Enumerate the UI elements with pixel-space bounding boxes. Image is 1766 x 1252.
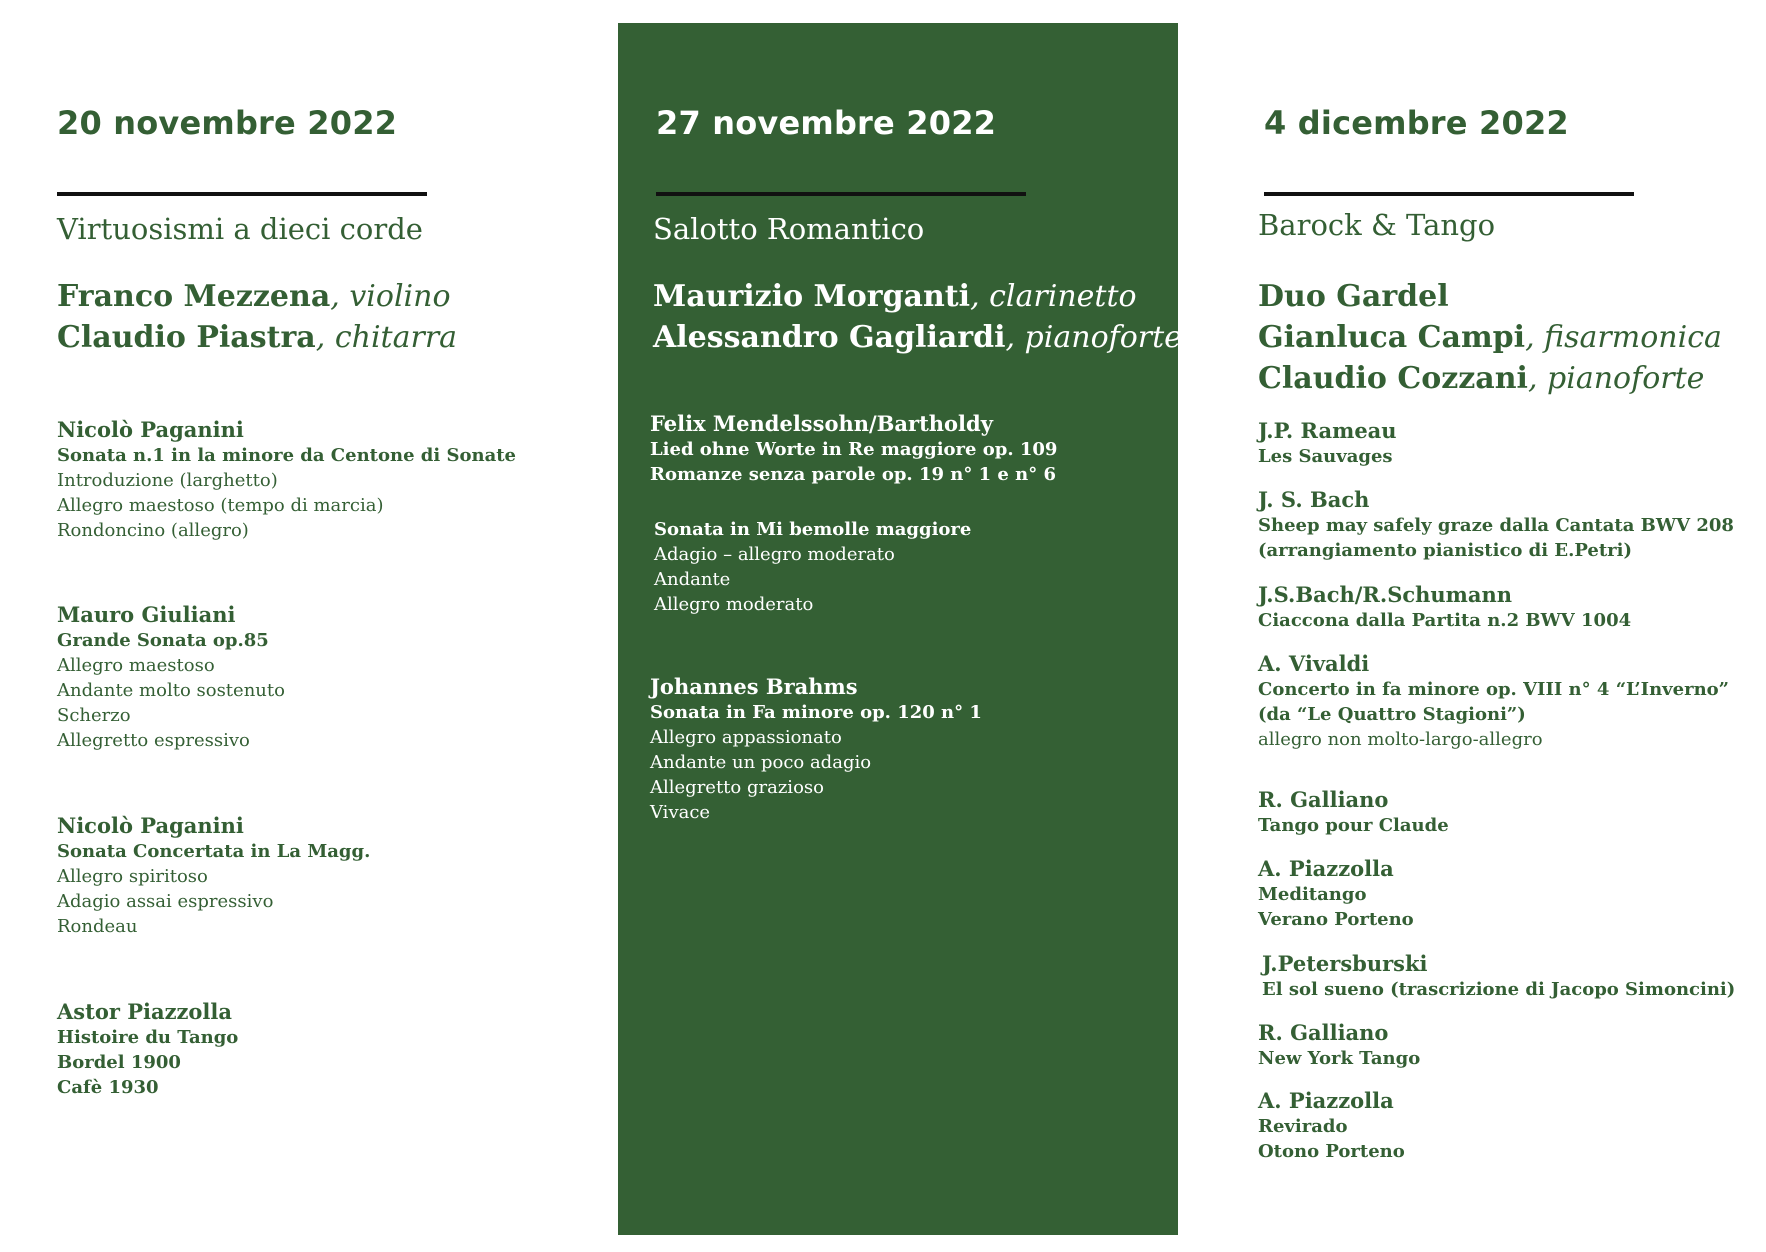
movement: Vivace bbox=[650, 802, 711, 823]
performer bbox=[653, 317, 1182, 358]
performer-instrument: , fisarmonica bbox=[1525, 320, 1722, 355]
piece-title: Concerto in fa minore op. VIII n° 4 “L’Inverno” bbox=[1258, 679, 1730, 700]
movement: Allegro maestoso (tempo di marcia) bbox=[57, 495, 384, 516]
piece-title: Grande Sonata op.85 bbox=[57, 630, 269, 651]
concert-title: Salotto Romantico bbox=[653, 212, 925, 246]
performer-instrument: , violino bbox=[330, 279, 451, 314]
divider-rule bbox=[1264, 192, 1634, 196]
composer-name: A. Piazzolla bbox=[1258, 1088, 1394, 1113]
piece-title: Otono Porteno bbox=[1258, 1141, 1405, 1162]
concert-column-2 bbox=[618, 23, 1182, 1235]
composer-name: R. Galliano bbox=[1258, 1020, 1389, 1045]
movement: Rondoncino (allegro) bbox=[57, 520, 249, 541]
program-piece bbox=[1258, 417, 1397, 469]
piece-title: Bordel 1900 bbox=[57, 1052, 181, 1073]
composer-name: J.S.Bach/R.Schumann bbox=[1258, 582, 1513, 607]
performer-name: Maurizio Morganti bbox=[653, 279, 971, 314]
program-piece bbox=[57, 998, 238, 1100]
performer-instrument: , clarinetto bbox=[970, 279, 1137, 314]
piece-title: Revirado bbox=[1258, 1116, 1348, 1137]
program-piece bbox=[1258, 855, 1414, 932]
composer-name: Nicolò Paganini bbox=[57, 813, 244, 838]
divider-rule bbox=[656, 192, 1026, 196]
piece-title: Sonata Concertata in La Magg. bbox=[57, 841, 371, 862]
composer-name: Astor Piazzolla bbox=[57, 999, 232, 1024]
performer-list bbox=[1258, 276, 1722, 399]
piece-title: New York Tango bbox=[1258, 1048, 1421, 1069]
performer-name: Alessandro Gagliardi bbox=[653, 320, 1006, 355]
piece-title: Romanze senza parole op. 19 n° 1 e n° 6 bbox=[650, 464, 1057, 485]
piece-title: Sonata n.1 in la minore da Centone di Sonate bbox=[57, 445, 516, 466]
program-piece bbox=[1258, 786, 1449, 838]
piece-title: (arrangiamento pianistico di E.Petri) bbox=[1258, 540, 1633, 561]
performer-name: Claudio Cozzani bbox=[1258, 361, 1528, 396]
program-piece bbox=[1258, 1019, 1420, 1071]
performer-list bbox=[57, 276, 457, 358]
piece-title: Sonata in Fa minore op. 120 n° 1 bbox=[650, 702, 982, 723]
piece-title: Sheep may safely graze dalla Cantata BWV 208 bbox=[1258, 515, 1734, 536]
movement: Allegretto espressivo bbox=[57, 730, 250, 751]
composer-name: A. Vivaldi bbox=[1258, 651, 1370, 676]
performer-instrument: , pianoforte bbox=[1005, 320, 1182, 355]
movement: Andante un poco adagio bbox=[650, 752, 872, 773]
movement: allegro non molto-largo-allegro bbox=[1258, 729, 1543, 750]
program-piece bbox=[1258, 486, 1734, 563]
performer-instrument: , chitarra bbox=[315, 320, 458, 355]
composer-name: A. Piazzolla bbox=[1258, 856, 1394, 881]
program-piece bbox=[650, 410, 1057, 487]
piece-title: (da “Le Quattro Stagioni”) bbox=[1258, 704, 1526, 725]
performer-name: Franco Mezzena bbox=[57, 279, 331, 314]
movement: Scherzo bbox=[57, 705, 131, 726]
movement: Allegro spiritoso bbox=[57, 866, 208, 887]
composer-name: J.Petersburski bbox=[1262, 951, 1428, 976]
performer bbox=[57, 317, 457, 358]
movement: Adagio assai espressivo bbox=[57, 891, 274, 912]
performer-list bbox=[653, 276, 1182, 358]
concert-title: Virtuosismi a dieci corde bbox=[57, 212, 423, 246]
movement: Allegro appassionato bbox=[650, 727, 842, 748]
piece-title: Lied ohne Worte in Re maggiore op. 109 bbox=[650, 439, 1058, 460]
divider-rule bbox=[57, 192, 427, 196]
piece-title: Tango pour Claude bbox=[1258, 815, 1449, 836]
performer bbox=[1258, 276, 1722, 317]
concert-date: 4 dicembre 2022 bbox=[1264, 104, 1569, 142]
piece-title: Cafè 1930 bbox=[57, 1077, 159, 1098]
performer bbox=[653, 276, 1182, 317]
concert-date: 27 novembre 2022 bbox=[656, 104, 997, 142]
performer-instrument: , pianoforte bbox=[1527, 361, 1705, 396]
composer-name: Mauro Giuliani bbox=[57, 602, 236, 627]
performer-name: Claudio Piastra bbox=[57, 320, 316, 355]
piece-title: Les Sauvages bbox=[1258, 446, 1393, 467]
concert-title: Barock & Tango bbox=[1258, 208, 1496, 242]
performer bbox=[1258, 358, 1722, 399]
performer bbox=[1258, 317, 1722, 358]
program-piece bbox=[1258, 1087, 1405, 1164]
composer-name: J.P. Rameau bbox=[1258, 418, 1397, 443]
piece-title: El sol sueno (trascrizione di Jacopo Simoncini) bbox=[1262, 979, 1736, 1000]
movement: Allegro maestoso bbox=[57, 655, 215, 676]
performer-name: Duo Gardel bbox=[1258, 279, 1449, 314]
piece-title: Sonata in Mi bemolle maggiore bbox=[654, 519, 972, 540]
program-piece bbox=[57, 812, 370, 939]
composer-name: Johannes Brahms bbox=[650, 674, 858, 699]
program-piece bbox=[1258, 581, 1631, 633]
concert-date: 20 novembre 2022 bbox=[57, 104, 398, 142]
program-piece bbox=[1262, 950, 1735, 1002]
movement: Andante molto sostenuto bbox=[57, 680, 285, 701]
composer-name: R. Galliano bbox=[1258, 787, 1389, 812]
program-piece bbox=[57, 416, 516, 543]
piece-title: Meditango bbox=[1258, 884, 1367, 905]
program-piece bbox=[650, 673, 982, 825]
performer bbox=[57, 276, 457, 317]
composer-name: Felix Mendelssohn/Bartholdy bbox=[650, 411, 993, 436]
program-piece bbox=[57, 601, 285, 753]
movement: Rondeau bbox=[57, 916, 138, 937]
piece-title: Histoire du Tango bbox=[57, 1027, 239, 1048]
movement: Introduzione (larghetto) bbox=[57, 470, 278, 491]
composer-name: J. S. Bach bbox=[1258, 487, 1370, 512]
piece-title: Verano Porteno bbox=[1258, 909, 1414, 930]
program-piece bbox=[1258, 650, 1729, 752]
composer-name: Nicolò Paganini bbox=[57, 417, 244, 442]
piece-title: Ciaccona dalla Partita n.2 BWV 1004 bbox=[1258, 610, 1632, 631]
movement: Allegretto grazioso bbox=[650, 777, 824, 798]
performer-name: Gianluca Campi bbox=[1258, 320, 1526, 355]
program-piece bbox=[654, 517, 971, 617]
movement: Adagio – allegro moderato bbox=[654, 544, 895, 565]
movement: Andante bbox=[654, 569, 731, 590]
movement: Allegro moderato bbox=[654, 594, 814, 615]
